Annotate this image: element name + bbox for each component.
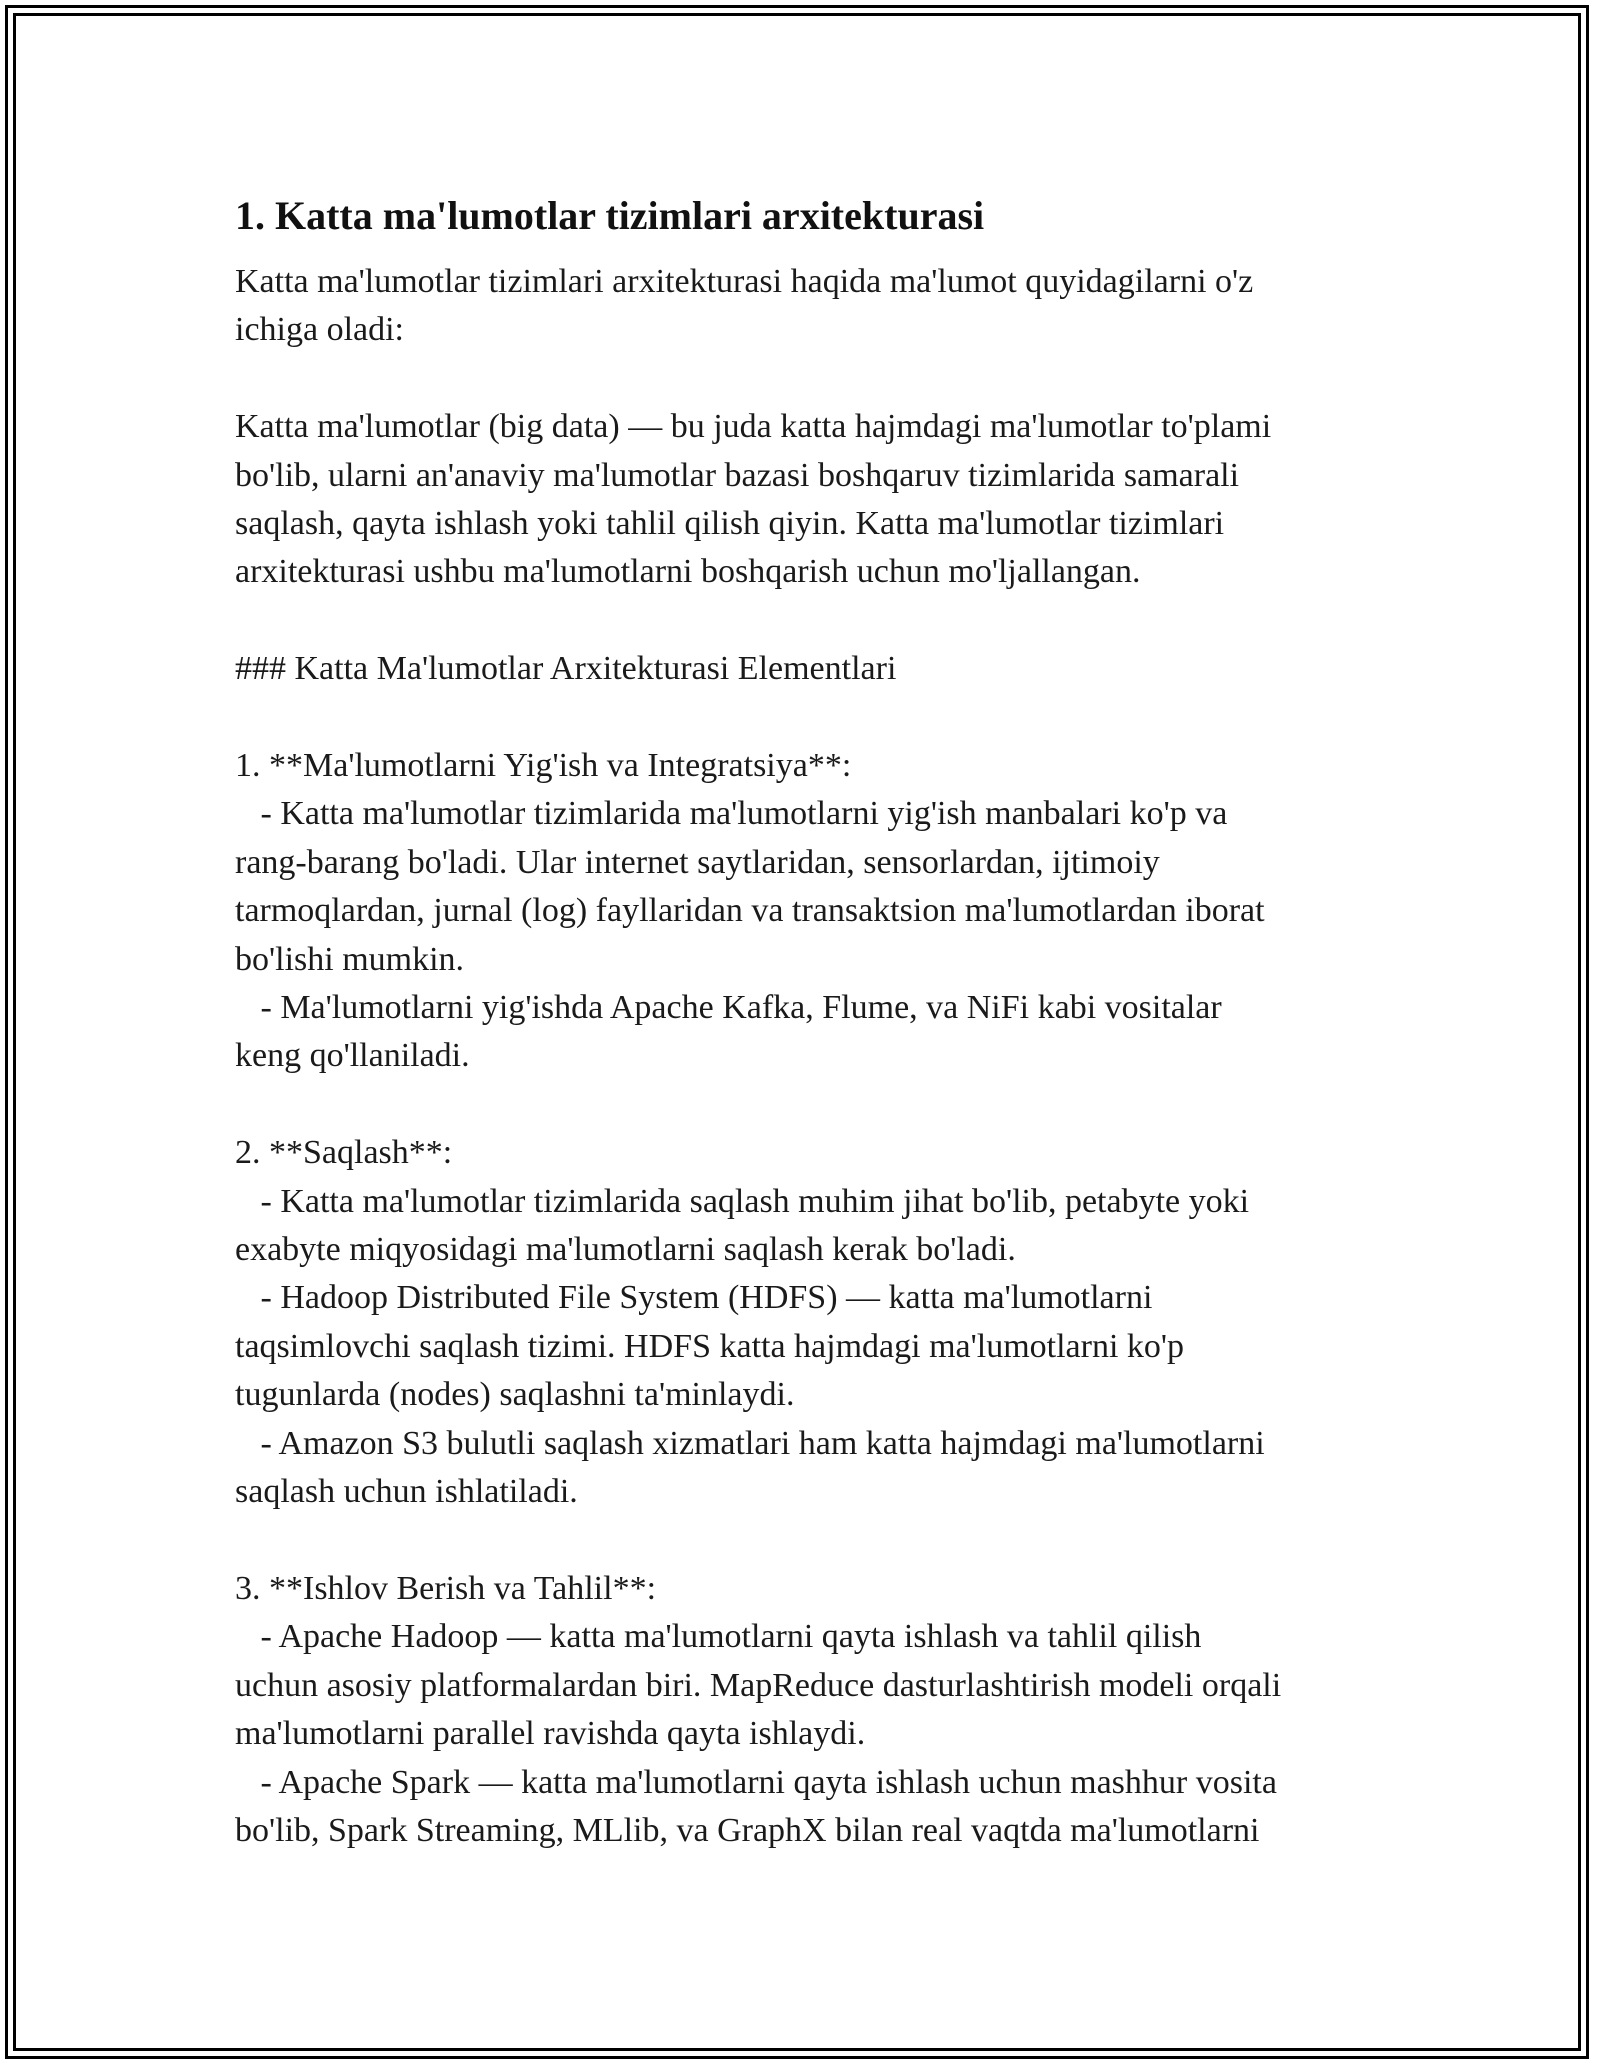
list-item-collection: 1. **Ma'lumotlarni Yig'ish va Integratsiya**: - Katta ma'lumotlar tizimlarida ma'lumotlarni yig'ish manbalari ko'p va rang-barang bo'ladi. Ular internet saytlaridan, sensorlardan, ijtimoiy tarmoqlardan, jurnal (log) fayllaridan va transaktsion ma'lumotlardan iborat bo'lishi mumkin. - Ma'lumotlarni yig'ishda Apache Kafka, Flume, va NiFi kabi vositalar keng qo'llaniladi. <box>235 747 1265 1075</box>
subsection-heading: ### Katta Ma'lumotlar Arxitekturasi Elementlari <box>235 650 897 688</box>
list-item-processing: 3. **Ishlov Berish va Tahlil**: - Apache Hadoop — katta ma'lumotlarni qayta ishlash va tahlil qilish uchun asosiy platformalardan biri. MapReduce dasturlashtirish modeli orqali ma'lumotlarni parallel ravishda qayta ishlaydi. - Apache Spark — katta ma'lumotlarni qayta ishlash uchun mashhur vosita bo'lib, Spark Streaming, MLlib, va GraphX bilan real vaqtda ma'lumotlarni <box>235 1569 1282 1849</box>
list-item-storage: 2. **Saqlash**: - Katta ma'lumotlar tizimlarida saqlash muhim jihat bo'lib, petabyte yoki exabyte miqyosidagi ma'lumotlarni saqlash kerak bo'ladi. - Hadoop Distributed File System (HDFS) — katta ma'lumotlarni taqsimlovchi saqlash tizimi. HDFS katta hajmdagi ma'lumotlarni ko'p tugunlarda (nodes) saqlashni ta'minlaydi. - Amazon S3 bulutli saqlash xizmatlari ham katta hajmdagi ma'lumotlarni saqlash uchun ishlatiladi. <box>235 1134 1265 1511</box>
document-body <box>235 186 1385 1855</box>
definition-paragraph: Katta ma'lumotlar (big data) — bu juda katta hajmdagi ma'lumotlar to'plami bo'lib, ularni an'anaviy ma'lumotlar bazasi boshqaruv tizimlarida samarali saqlash, qayta ishlash yoki tahlil qilish qiyin. Katta ma'lumotlar tizimlari arxitekturasi ushbu ma'lumotlarni boshqarish uchun mo'ljallangan. <box>235 408 1272 591</box>
section-title: 1. Katta ma'lumotlar tizimlari arxitekturasi <box>235 193 985 238</box>
intro-paragraph: Katta ma'lumotlar tizimlari arxitekturasi haqida ma'lumot quyidagilarni o'z ichiga oladi: <box>235 263 1254 349</box>
